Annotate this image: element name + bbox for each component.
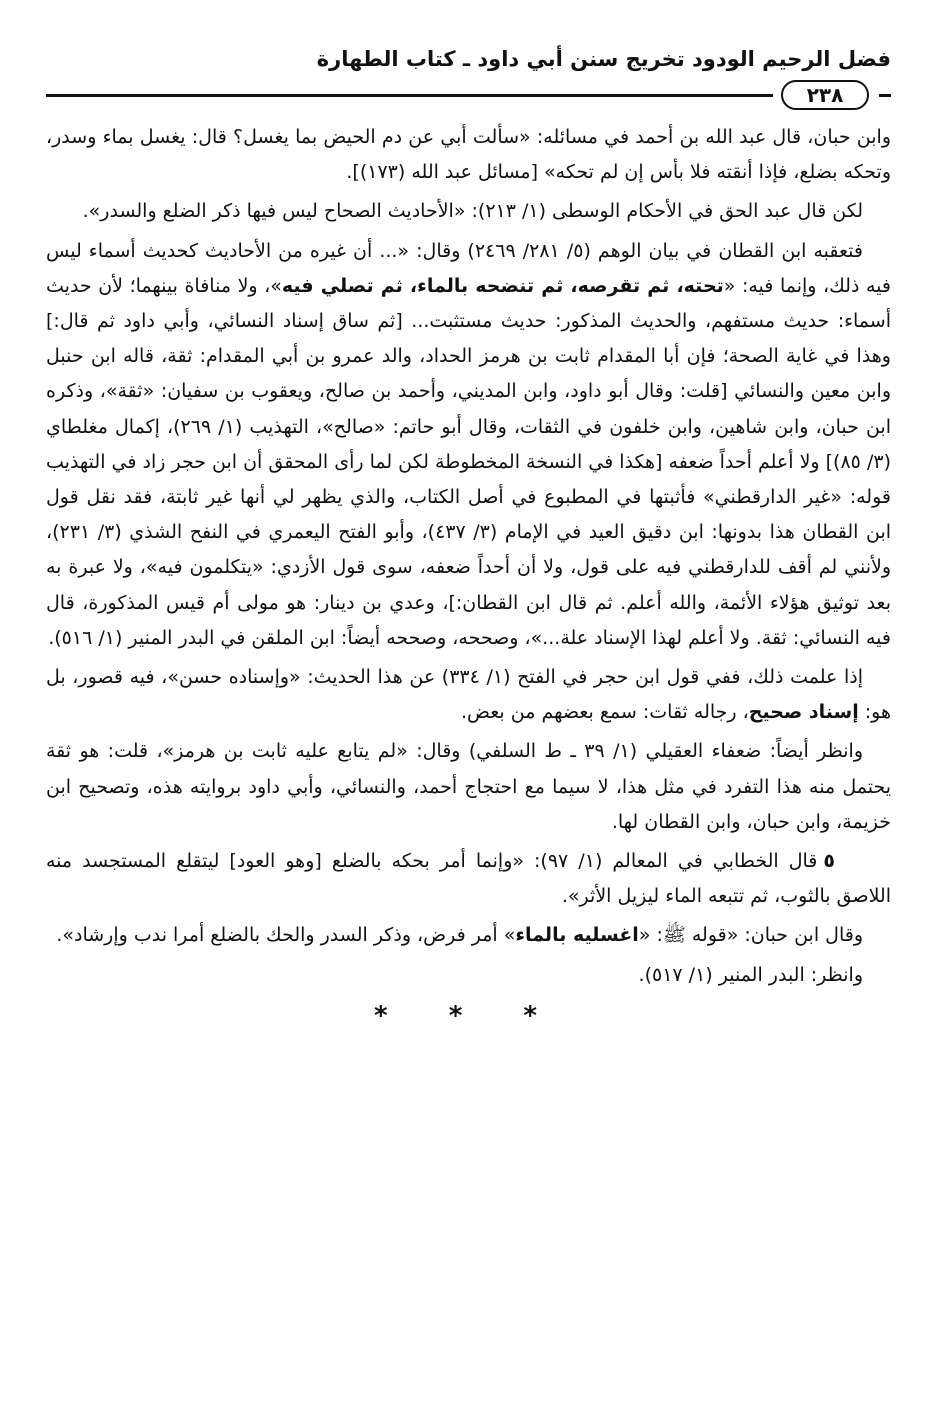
paragraph-p3 xyxy=(46,234,891,656)
paragraph-p4 xyxy=(46,660,891,730)
text-segment: قال الخطابي في المعالم (١/ ٩٧): «وإنما أمر بحكه بالضلع [وهو العود] ليتقلع المستجسد منه اللاصق بالثوب، ثم تتبعه الماء ليزيل الأثر». xyxy=(46,850,891,908)
paragraph-bullet: ٥ xyxy=(823,850,835,873)
paragraph-p6 xyxy=(46,844,891,914)
body-text xyxy=(46,120,891,993)
bold-text-segment: اغسليه بالماء xyxy=(515,924,639,947)
bold-text-segment: تحته، ثم تقرصه، ثم تنضحه بالماء، ثم تصلي فيه xyxy=(281,274,724,297)
bold-text-segment: إسناد صحيح xyxy=(748,701,859,724)
header-rule xyxy=(46,80,891,110)
text-segment: وانظر أيضاً: ضعفاء العقيلي (١/ ٣٩ ـ ط السلفي) وقال: «لم يتابع عليه ثابت بن هرمز»، قلت: هو ثقة يحتمل منه هذا التفرد في مثل هذا، لا سيما مع احتجاج أحمد، والنسائي، وأبي داود بروايته هذه، وتصحيح ابن خزيمة، وابن حبان، وابن القطان لها. xyxy=(46,740,891,833)
paragraph-p5 xyxy=(46,734,891,840)
text-segment: لكن قال عبد الحق في الأحكام الوسطى (١/ ٢١٣): «الأحاديث الصحاح ليس فيها ذكر الضلع والسدر». xyxy=(82,200,863,223)
text-segment: »، ولا منافاة بينهما؛ لأن حديث أسماء: حديث مستفهم، والحديث المذكور: حديث مستثبت... [ثم ساق إسناد النسائي، وأبي داود ثم قال:] وهذا في غاية الصحة؛ فإن أبا المقدام ثابت بن هرمز الحداد، والد عمرو بن أبي المقدام: ثقة، قاله ابن حنبل وابن معين والنسائي [قلت: وقال أبو داود، وابن المديني، وأحمد بن صالح، ويعقوب بن سفيان: «ثقة»، وذكره ابن حبان، وابن شاهين، وابن خلفون في الثقات، وقال أبو حاتم: «صالح»، التهذيب (١/ ٢٦٩)، إكمال مغلطاي (٣/ ٨٥)] ولا أعلم أحداً ضعفه [هكذا في النسخة المخطوطة لكن لما رأى المحقق أن ابن حجر زاد في التهذيب قوله: «غير الدارقطني» فأثبتها في المطبوع في أصل الكتاب، والذي يظهر لي أنها غير ثابتة، فقد نقل قول ابن القطان هذا بدونها: ابن دقيق العيد في الإمام (٣/ ٤٣٧)، وأبو الفتح اليعمري في النفح الشذي (٣/ ٢٣١)، ولأنني لم أقف للدارقطني فيه على قول، ولا أن أحداً ضعفه، سوى قول الأزدي: «يتكلمون فيه»، ولا عبرة به بعد توثيق هؤلاء الأئمة، والله أعلم. ثم قال ابن القطان:]، وعدي بن دينار: هو مولى أم قيس المذكورة، قال فيه النسائي: ثقة. ولا أعلم لهذا الإسناد علة...»، وصححه، وصححه أيضاً: ابن الملقن في البدر المنير (١/ ٥١٦). xyxy=(46,274,892,649)
paragraph-p1 xyxy=(46,120,891,190)
header-rule-line-right xyxy=(879,94,891,97)
text-segment: وقال ابن حبان: «قوله ﷺ: « xyxy=(638,924,863,947)
page-number: ٢٣٨ xyxy=(781,80,869,110)
text-segment: فتعقبه ابن القطان في بيان الوهم (٥/ ٢٨١/ ٢٤٦٩) وقال: «... أن غيره من الأحاديث كحديث أسماء ليس فيه ذلك، وإنما فيه: « xyxy=(46,239,891,297)
text-segment: ، رجاله ثقات: سمع بعضهم من بعض. xyxy=(460,701,749,724)
text-segment: » أمر فرض، وذكر السدر والحك بالضلع أمرا ندب وإرشاد». xyxy=(56,924,516,947)
header-rule-line-left xyxy=(46,94,773,97)
text-segment: إذا علمت ذلك، ففي قول ابن حجر في الفتح (١/ ٣٣٤) عن هذا الحديث: «وإسناده حسن»، فيه قصور، بل هو: xyxy=(46,666,891,724)
text-segment: وابن حبان، قال عبد الله بن أحمد في مسائله: «سألت أبي عن دم الحيض بما يغسل؟ قال: يغسل بماء وسدر، وتحكه بضلع، فإذا أنقته فلا بأس إن لم تحكه» [مسائل عبد الله (١٧٣)]. xyxy=(46,126,891,184)
paragraph-p8 xyxy=(46,958,891,993)
running-header-title: فضل الرحيم الودود تخريج سنن أبي داود ـ كتاب الطهارة xyxy=(316,47,891,71)
text-segment: وانظر: البدر المنير (١/ ٥١٧). xyxy=(638,963,863,986)
section-separator: * * * xyxy=(374,1000,563,1031)
page xyxy=(46,44,891,1031)
paragraph-p7 xyxy=(46,918,891,953)
paragraph-p2 xyxy=(46,194,891,229)
